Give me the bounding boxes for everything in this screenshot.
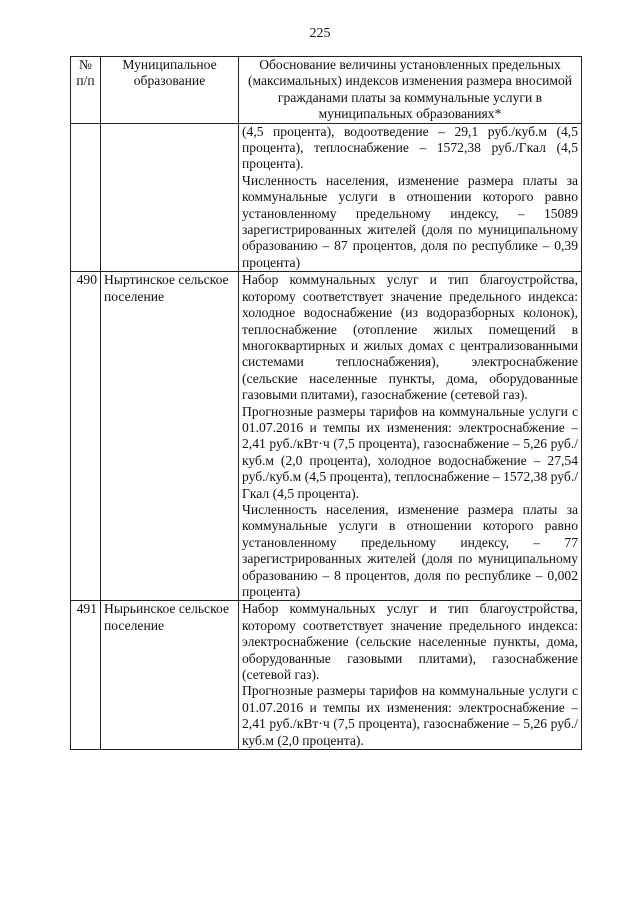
row-justification [239,123,582,272]
row-municipality: Ныртинское сельское поселение [101,272,239,601]
row-number [71,123,101,272]
row-justification [239,601,582,750]
header-municipality: Муниципальное образование [101,57,239,124]
justification-paragraph: Численность населения, изменение размера платы за коммунальные услуги в отношении которого равно установленному предельному индексу, – 77 зарегистрированных жителей (доля по муниципальному образованию – 8 процентов, доля по республике – 0,002 процента) [242,501,578,599]
row-number: 491 [71,601,101,750]
table-row [71,601,582,750]
justification-paragraph: Численность населения, изменение размера платы за коммунальные услуги в отношении которого равно установленному предельному индексу, – 15089 зарегистрированных жителей (доля по муниципальному образованию – 87 процентов, доля по республике – 0,39 процента) [242,172,578,270]
header-num: № п/п [71,57,101,124]
table-header-row [71,57,582,124]
row-municipality [101,123,239,272]
tariff-table [70,56,582,750]
table-row [71,272,582,601]
justification-paragraph: Прогнозные размеры тарифов на коммунальные услуги с 01.07.2016 и темпы их изменения: электроснабжение – 2,41 руб./кВт·ч (7,5 процента), газоснабжение – 5,26 руб./куб.м (2,0 процента), холодное водоснабжение – 27,54 руб./куб.м (4,5 процента), теплоснабжение – 1572,38 руб./Гкал (4,5 процента). [242,403,578,501]
row-municipality: Нырьинское сельское поселение [101,601,239,750]
row-number: 490 [71,272,101,601]
justification-paragraph: (4,5 процента), водоотведение – 29,1 руб./куб.м (4,5 процента), теплоснабжение – 1572,38 руб./Гкал (4,5 процента). [242,123,578,172]
justification-paragraph: Прогнозные размеры тарифов на коммунальные услуги с 01.07.2016 и темпы их изменения: электроснабжение – 2,41 руб./кВт·ч (7,5 процента), газоснабжение – 5,26 руб./куб.м (2,0 процента). [242,683,578,748]
row-justification [239,272,582,601]
justification-paragraph: Набор коммунальных услуг и тип благоустройства, которому соответствует значение предельного индекса: холодное водоснабжение (из водоразборных колонок), теплоснабжение (отопление жилых помещений в многоквартирных и жилых домах с централизованными системами теплоснабжения), электроснабжение (сельские населенные пункты, дома, оборудованные газовыми плитами), газоснабжение (сетевой газ). [242,272,578,403]
header-justification: Обоснование величины установленных предельных (максимальных) индексов изменения размера вносимой гражданами платы за коммунальные услуги в муниципальных образованиях* [239,57,582,124]
table-row [71,123,582,272]
justification-paragraph: Набор коммунальных услуг и тип благоустройства, которому соответствует значение предельного индекса: электроснабжение (сельские населенные пункты, дома, оборудованные газовыми плитами), газоснабжение (сетевой газ). [242,601,578,683]
page-number: 225 [309,26,331,41]
